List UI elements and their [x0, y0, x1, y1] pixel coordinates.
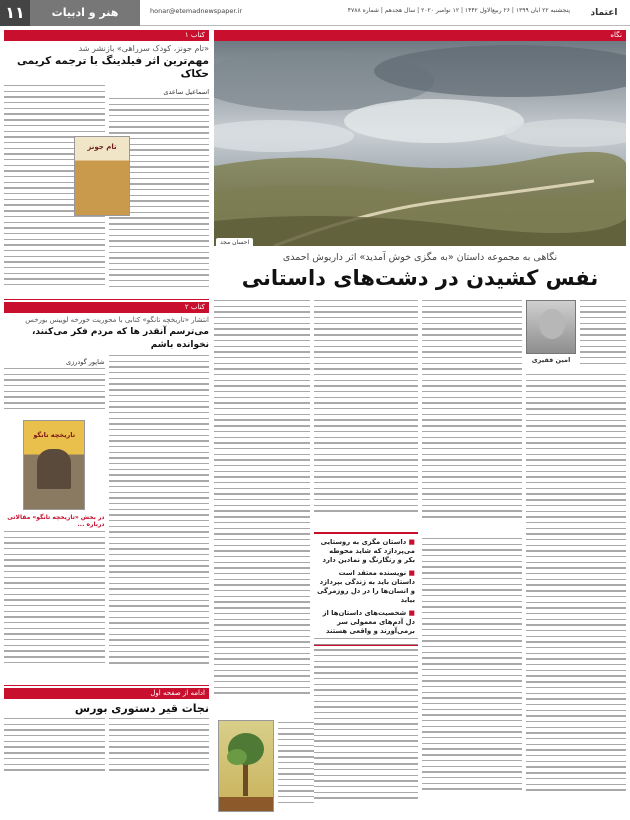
main-col-3-text-bottom	[314, 638, 418, 813]
highlight-item-1: ■ داستان مگزی به روستایی می‌پردازد که شاید محوطه بکر و رنگارنگ و نمادین دارد	[317, 538, 415, 565]
article2-author: شاپور گودرزی	[65, 358, 105, 366]
left-column	[4, 30, 209, 816]
main-col-3	[314, 300, 418, 814]
article2-text-col-b	[4, 355, 105, 683]
separator	[4, 299, 209, 300]
article2-supertitle: انتشار «تاریخچه تانگو» کتابی با محوریت خورخه لوییس بورخس	[25, 316, 209, 324]
book-cover-tango	[23, 420, 85, 510]
article2-text	[109, 355, 210, 683]
main-kicker: نگاه	[214, 30, 626, 41]
landscape-image	[214, 41, 626, 246]
book-cover-title: تام جونز	[87, 143, 117, 151]
main-supertitle: نگاهی به مجموعه داستان «به مگزی خوش آمدید» اثر داریوش احمدی	[282, 252, 558, 263]
main-col-3-text	[314, 300, 418, 526]
main-col-2	[422, 300, 522, 814]
main-col-2-text-bottom	[422, 538, 522, 808]
main-col-1-text-top	[580, 300, 626, 370]
article3-body	[4, 718, 209, 778]
article2-text-b	[4, 368, 105, 416]
page-number: ۱۱	[0, 0, 30, 26]
main-headline: نفس کشیدن در دشت‌های داستانی	[241, 266, 599, 290]
section-title: هنر و ادبیات	[30, 0, 140, 26]
section-email: honar@etemadnewspaper.ir	[150, 7, 243, 15]
highlight-item-3: ■ شخصیت‌های داستان‌ها از دل آدم‌های معمولی سر برمی‌آورند و واقعی هستند	[317, 609, 415, 636]
article1-author: اسماعیل ساعدی	[163, 88, 209, 96]
author-name: امین فقیری	[531, 356, 571, 364]
pullquote: در بخش «تاریخچه تانگو» مقالاتی درباره ...	[7, 514, 105, 528]
author-avatar	[526, 300, 576, 354]
book-cover-portrait	[37, 449, 71, 489]
book-cover-title-2: تاریخچه تانگو	[33, 431, 76, 439]
article1-kicker: کتاب ۱	[4, 30, 209, 41]
photo-credit: احسان مجد	[216, 238, 253, 247]
article3-headline: نجات قیر دستوری بورس	[74, 702, 209, 715]
main-col-2-text-top	[422, 300, 522, 532]
newspaper-logo: اعتماد	[590, 8, 618, 18]
article2-headline: می‌ترسم آنقدر ها که مردم فکر می‌کنند، نخوانده باشم	[32, 327, 209, 350]
article1-supertitle: «تام جونز، کودک سرراهی» بازنشر شد	[78, 44, 209, 53]
book-cover-caption	[278, 722, 314, 808]
article2-text-col-a	[109, 355, 210, 683]
article2-body	[4, 355, 209, 683]
landscape-photo	[214, 41, 626, 246]
highlight-item-2: ■ نویسنده معتقد است داستان باید به زندگی بپردازد و انسان‌ها را در دل روزمرگی بیابد	[317, 569, 415, 605]
main-col-4-text	[214, 300, 310, 730]
article1-headline: مهم‌ترین اثر فیلدینگ با ترجمه کریمی حکاک	[17, 55, 209, 80]
article3-kicker: ادامه از صفحه اول	[4, 688, 209, 699]
article2-kicker: کتاب ۲	[4, 302, 209, 313]
main-col-1	[526, 300, 626, 814]
avatar-face	[539, 309, 565, 339]
book-cover-tom-jones	[74, 136, 130, 216]
article3-text-b	[4, 718, 105, 778]
article2-text-c	[4, 531, 105, 677]
date-line: پنجشنبه ۲۲ آبان ۱۳۹۹ | ۲۶ ربیع‌الاول ۱۴۴۲ | ۱۲ نوامبر ۲۰۲۰ | سال هجدهم | شماره ۴۷۸۸	[347, 7, 570, 14]
author-block	[526, 300, 626, 370]
book-cover-tree	[219, 721, 273, 811]
article3-text-a	[109, 718, 210, 778]
separator-2	[4, 685, 209, 686]
main-col-1-text	[526, 374, 626, 814]
book-cover-main	[218, 720, 274, 812]
